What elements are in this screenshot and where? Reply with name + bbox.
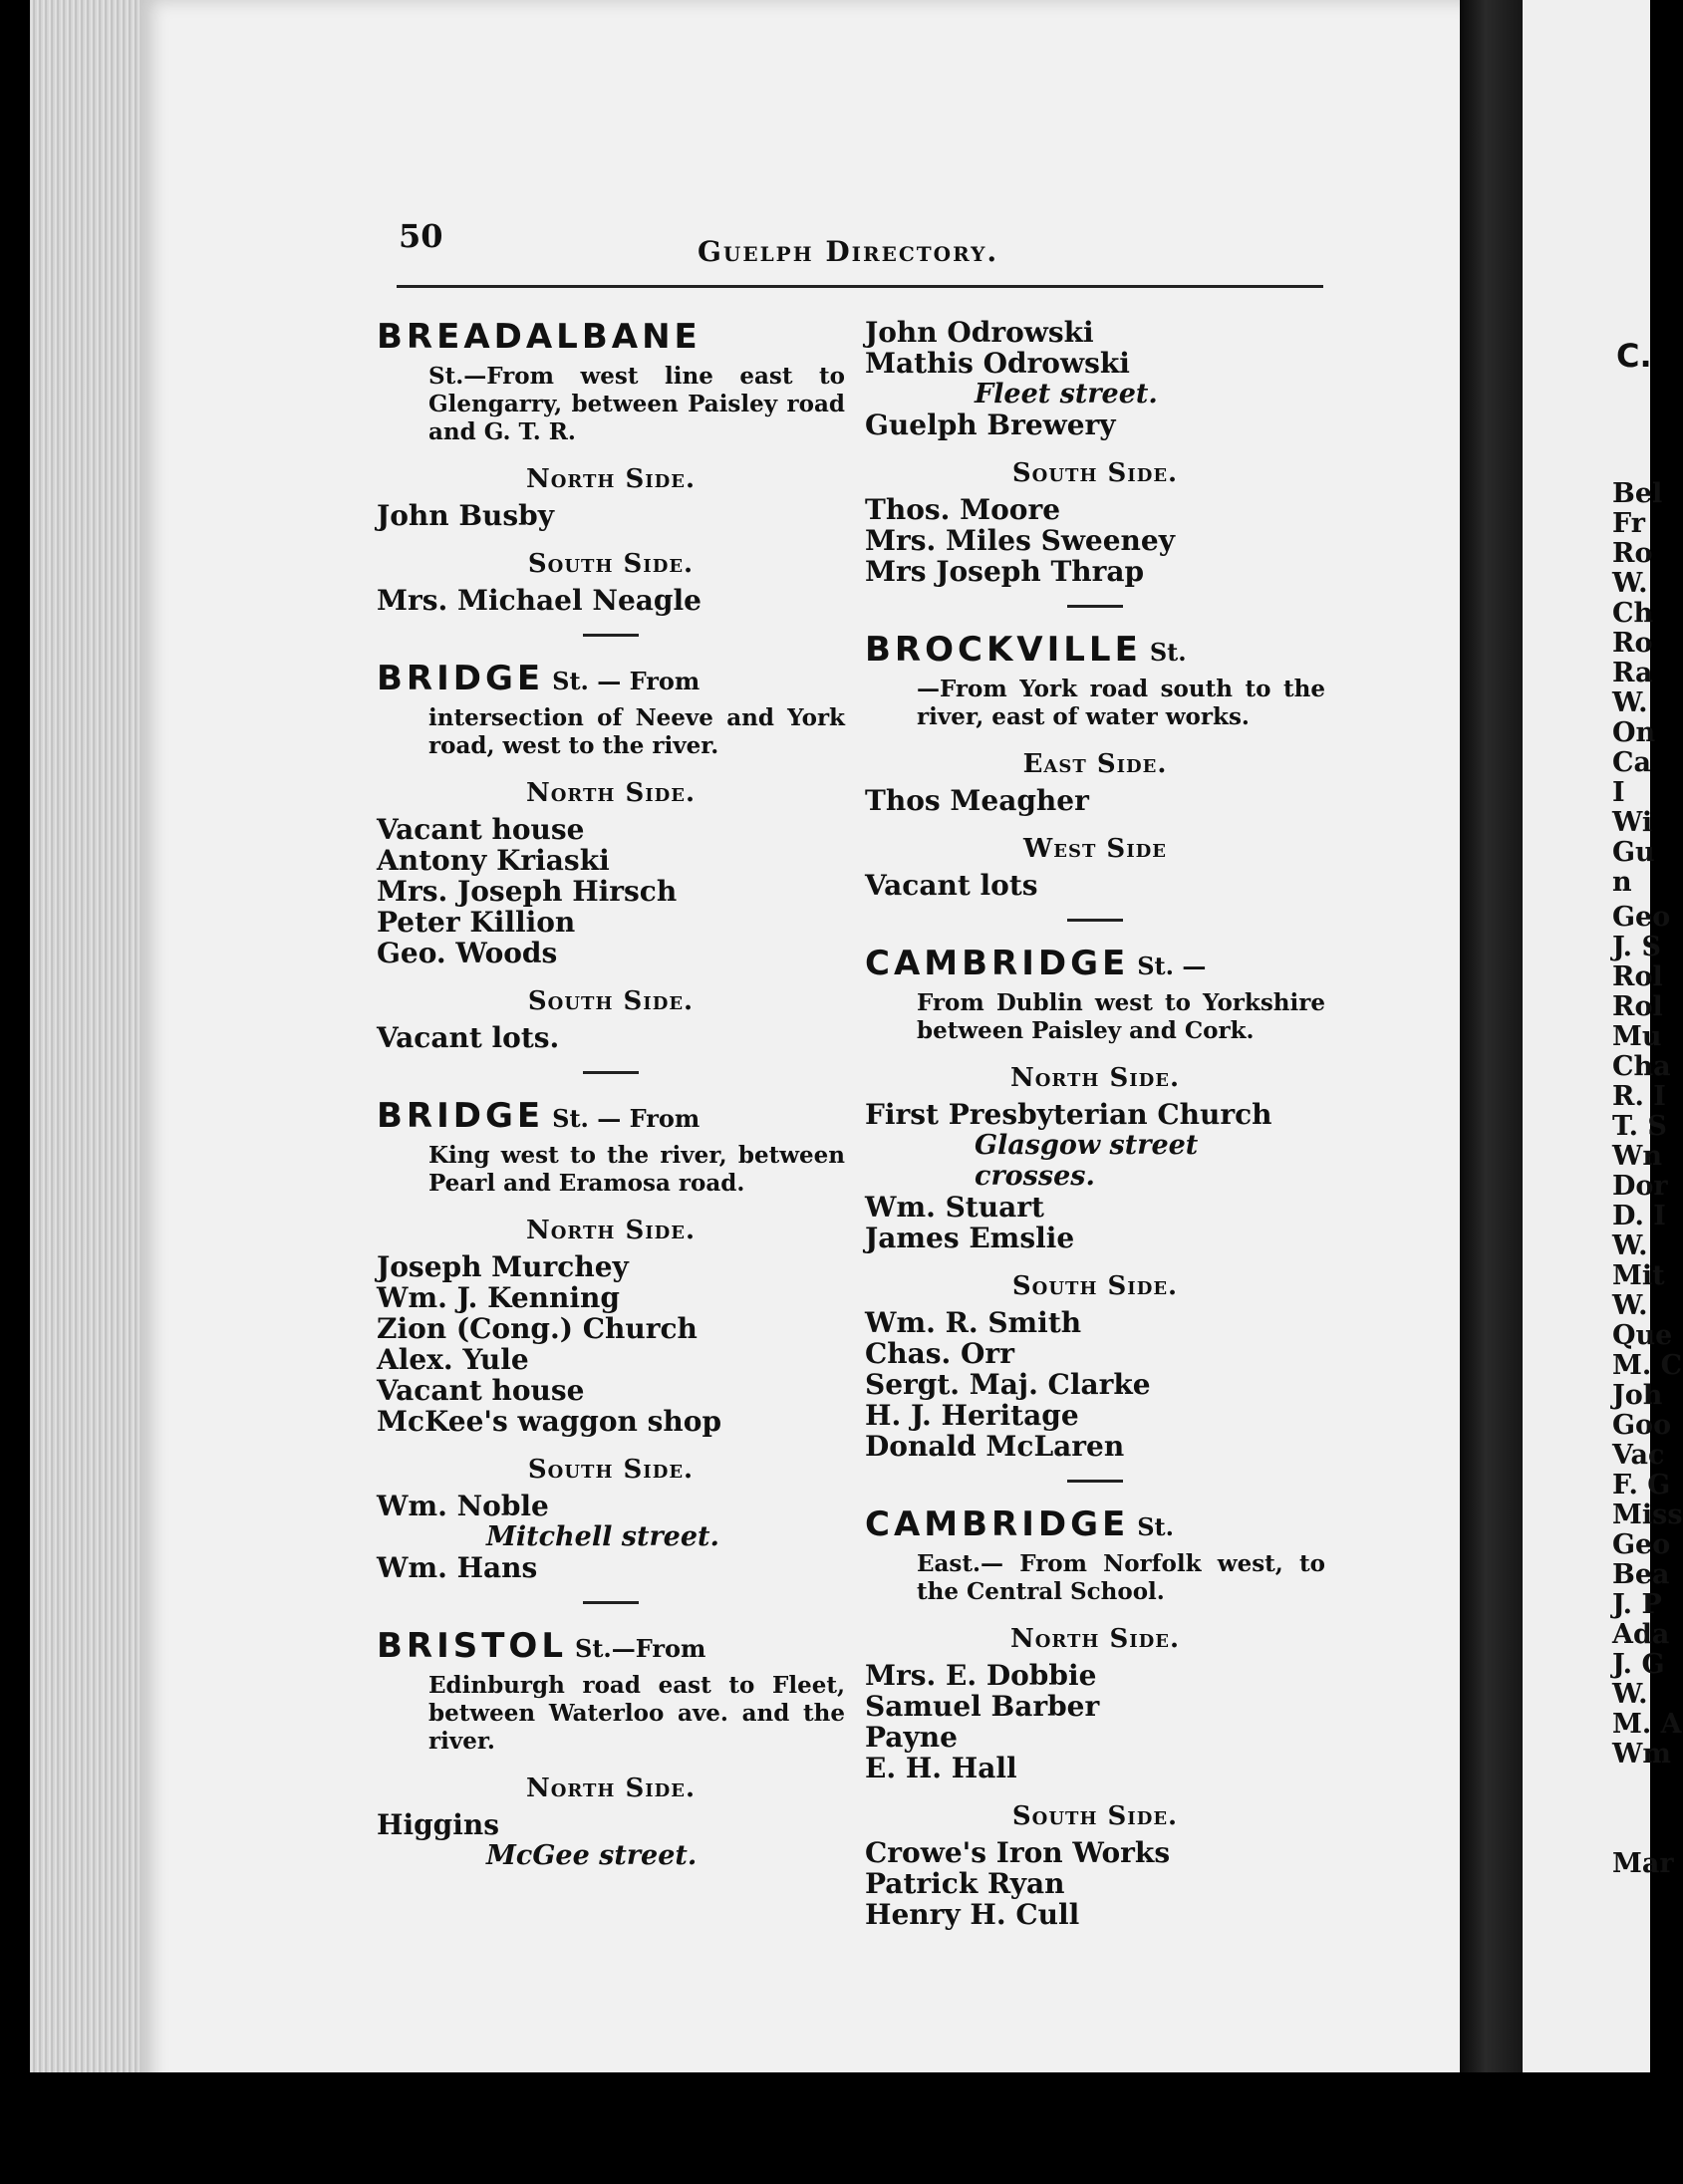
facing-page-line: Que [1612,1320,1673,1351]
resident-name: Geo. Woods [377,937,558,969]
book-gutter [1460,0,1525,2184]
side-heading: North Side. [525,1774,697,1803]
side-heading: West Side [1023,834,1167,864]
resident-name: Henry H. Cull [865,1898,1080,1931]
resident-name: Mrs. Miles Sweeney [865,524,1175,557]
left-column [377,317,845,1871]
street-heading [377,1626,845,1672]
side-heading: South Side. [1011,1801,1179,1831]
facing-page-line: F. G [1612,1470,1671,1501]
resident-name: Crowe's Iron Works [865,1836,1171,1869]
section-divider [1067,605,1123,608]
street-name: BRIDGE [377,1096,545,1136]
facing-page-line: Geo [1612,1529,1671,1560]
street-entry [377,1096,845,1583]
facing-page-line: J. G [1612,1649,1665,1680]
street-suffix: St. — From [552,667,701,695]
facing-page-line: W. [1612,1230,1648,1261]
resident-name: Chas. Orr [865,1337,1014,1370]
street-description: —From York road south to the river, east of water works. [917,676,1325,730]
side-heading: South Side. [527,1455,695,1485]
resident-name: Mrs Joseph Thrap [865,555,1145,588]
resident-name: Samuel Barber [865,1690,1100,1723]
side-heading: North Side. [525,778,697,808]
resident-name: Sergt. Maj. Clarke [865,1368,1151,1401]
resident-name: Vacant lots. [377,1021,560,1054]
facing-page-line: Wm [1612,1739,1671,1770]
facing-page-line: Fr [1612,508,1645,539]
resident-name: Zion (Cong.) Church [377,1312,698,1345]
facing-page-line: Dor [1612,1171,1668,1202]
section-divider [1067,1480,1123,1483]
street-description: East.— From Norfolk west, to the Central School. [917,1550,1325,1605]
facing-page-line: Vac [1612,1440,1665,1471]
facing-page-line: W. [1612,1290,1648,1321]
street-suffix: St.—From [575,1634,706,1663]
facing-page-line: Bel [1612,478,1663,509]
facing-page-heading: C. [1616,337,1652,375]
facing-page-line: Mu [1612,1021,1662,1052]
side-heading: South Side. [527,986,695,1016]
resident-name: Joseph Murchey [377,1250,629,1283]
resident-name: Thos Meagher [865,784,1089,817]
facing-page-line: Mit [1612,1260,1665,1291]
street-suffix: St. [1149,638,1187,667]
resident-name: Vacant lots [865,869,1038,902]
cross-street-label: Glasgow street crosses. [975,1130,1199,1192]
street-name: BRIDGE [377,659,545,698]
side-heading: East Side. [1022,749,1168,779]
facing-page-line: Ch [1612,598,1654,629]
right-column [865,317,1325,1930]
resident-name: John Busby [377,499,555,532]
cross-street-label: Fleet street. [975,379,1158,410]
facing-page-line: J. P [1612,1589,1662,1620]
street-entry [377,1626,845,1871]
facing-page-line: Gu [1612,837,1655,868]
facing-page-line: W. [1612,1679,1648,1710]
street-heading [865,630,1325,676]
resident-name: Mrs. E. Dobbie [865,1659,1097,1692]
resident-name: H. J. Heritage [865,1399,1079,1432]
cross-street-label: McGee street. [486,1840,698,1871]
resident-name: Payne [865,1721,958,1754]
facing-page-line: On [1612,717,1656,748]
street-description: From Dublin west to Yorkshire between Paisley and Cork. [917,989,1325,1044]
side-heading: South Side. [1011,1271,1179,1301]
street-entry [865,317,1325,587]
resident-name: Mrs. Michael Neagle [377,584,701,617]
resident-name: Thos. Moore [865,493,1061,526]
resident-name: Antony Kriaski [377,844,610,877]
section-divider [1067,919,1123,922]
facing-page-line: Ro [1612,538,1653,569]
facing-page-line: Cha [1612,1051,1671,1082]
resident-name: Wm. Stuart [865,1191,1044,1224]
resident-name: Patrick Ryan [865,1867,1065,1900]
street-name: BREADALBANE [377,317,701,357]
facing-page-line: Wi [1612,807,1653,838]
page-number: 50 [399,217,443,255]
resident-name: Alex. Yule [377,1343,529,1376]
side-heading: North Side. [525,1216,697,1245]
facing-page-line: I [1612,777,1625,808]
facing-page-line: Geo [1612,902,1671,933]
facing-page-line: W. [1612,568,1648,599]
street-entry [865,1504,1325,1930]
street-heading [865,944,1325,989]
resident-name: Wm. R. Smith [865,1306,1082,1339]
street-heading [377,1096,845,1142]
resident-name: First Presbyterian Church [865,1098,1272,1131]
side-heading: North Side. [525,464,697,494]
street-description: Edinburgh road east to Fleet, between Waterloo ave. and the river. [428,1672,845,1755]
scan-border [0,2072,1650,2184]
facing-page-line: W. [1612,687,1648,718]
resident-name: Peter Killion [377,906,576,939]
facing-page-line: Rol [1612,991,1663,1022]
resident-name: Mrs. Joseph Hirsch [377,875,678,908]
street-description: St.—From west line east to Glengarry, between Paisley road and G. T. R. [428,363,845,445]
facing-page-line: M. A [1612,1709,1682,1740]
street-name: CAMBRIDGE [865,1504,1130,1544]
street-suffix: St. [1137,1512,1174,1541]
street-name: CAMBRIDGE [865,944,1130,983]
street-entry [377,659,845,1053]
street-entry [865,944,1325,1462]
facing-page-line: Rol [1612,961,1663,992]
street-description: intersection of Neeve and York road, west to the river. [428,704,845,759]
section-divider [583,634,639,637]
street-entry [377,317,845,616]
running-title: Guelph Directory. [698,235,999,268]
facing-page-line: Miss [1612,1500,1683,1530]
resident-name: McKee's waggon shop [377,1405,722,1438]
resident-name: Donald McLaren [865,1430,1125,1463]
cross-street-label: Mitchell street. [486,1521,719,1552]
facing-page-line: n [1612,867,1632,898]
section-divider [583,1071,639,1074]
facing-page-line: Bea [1612,1559,1670,1590]
side-heading: South Side. [527,549,695,579]
resident-name: Vacant house [377,813,585,846]
resident-name: John Odrowski [865,316,1094,349]
resident-name: Wm. Noble [377,1490,549,1522]
resident-name: James Emslie [865,1222,1075,1254]
facing-page-line: Ra [1612,658,1653,688]
street-heading [377,659,845,704]
section-divider [583,1601,639,1604]
facing-page-line: T. S [1612,1111,1667,1142]
facing-page-line: D. I [1612,1201,1666,1231]
street-name: BROCKVILLE [865,630,1142,670]
facing-page-line: Ro [1612,628,1653,659]
resident-name: Guelph Brewery [865,409,1116,441]
facing-page-line: Joh [1612,1380,1663,1411]
facing-page-line: J. S [1612,932,1661,962]
facing-page-line: Ca [1612,747,1651,778]
resident-name: Wm. Hans [377,1551,538,1584]
side-heading: North Side. [1009,1624,1181,1654]
resident-name: E. H. Hall [865,1752,1017,1784]
facing-page-fragment [1523,0,1683,2184]
facing-page-line: R. I [1612,1081,1666,1112]
facing-page-line: Ada [1612,1619,1670,1650]
facing-page-line: M. C [1612,1350,1683,1381]
resident-name: Wm. J. Kenning [377,1281,620,1314]
facing-page-line: Mar [1612,1848,1674,1879]
street-heading [377,317,845,363]
street-heading [865,1504,1325,1550]
header-rule [397,285,1323,288]
facing-page-line: Wn [1612,1141,1662,1172]
street-entry [865,630,1325,901]
resident-name: Mathis Odrowski [865,347,1130,380]
facing-page-line: Goo [1612,1410,1672,1441]
side-heading: North Side. [1009,1063,1181,1093]
resident-name: Vacant house [377,1374,585,1407]
street-suffix: St. — [1137,952,1207,980]
resident-name: Higgins [377,1808,500,1841]
street-description: King west to the river, between Pearl and Eramosa road. [428,1142,845,1197]
street-suffix: St. — From [552,1104,701,1133]
street-name: BRISTOL [377,1626,567,1666]
side-heading: South Side. [1011,458,1179,488]
